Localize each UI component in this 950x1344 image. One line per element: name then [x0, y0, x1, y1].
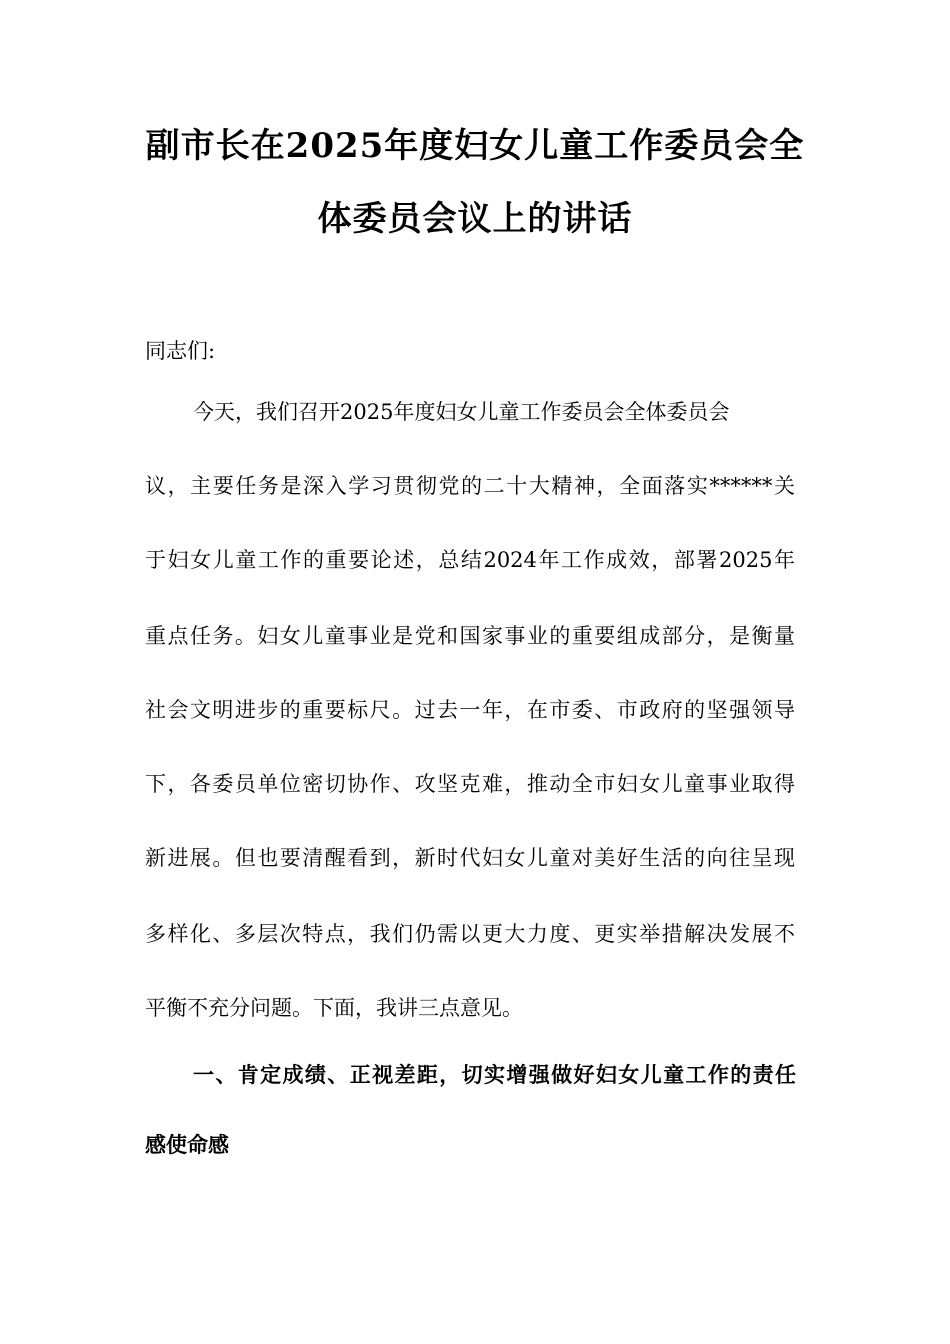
body-line: 重点任务。妇女儿童事业是党和国家事业的重要组成部分，是衡量 [145, 624, 795, 648]
document-title-line-1: 副市长在2025年度妇女儿童工作委员会全 [145, 126, 805, 166]
document-title-line-2: 体委员会议上的讲话 [317, 199, 633, 239]
body-line: 平衡不充分问题。下面，我讲三点意见。 [145, 996, 523, 1020]
body-line: 下，各委员单位密切协作、攻坚克难，推动全市妇女儿童事业取得 [145, 772, 795, 796]
body-line: 今天，我们召开2025年度妇女儿童工作委员会全体委员会 [193, 400, 730, 424]
body-line: 新进展。但也要清醒看到，新时代妇女儿童对美好生活的向往呈现 [145, 846, 795, 870]
body-line: 于妇女儿童工作的重要论述，总结2024年工作成效，部署2025年 [145, 548, 795, 572]
salutation: 同志们: [145, 339, 216, 363]
body-line: 议，主要任务是深入学习贯彻党的二十大精神，全面落实******关 [145, 474, 795, 498]
section-heading-line-2: 感使命感 [145, 1133, 229, 1157]
body-line: 社会文明进步的重要标尺。过去一年，在市委、市政府的坚强领导 [145, 698, 795, 722]
section-heading-line-1: 一、肯定成绩、正视差距，切实增强做好妇女儿童工作的责任 [193, 1063, 796, 1087]
body-line: 多样化、多层次特点，我们仍需以更大力度、更实举措解决发展不 [145, 922, 795, 946]
